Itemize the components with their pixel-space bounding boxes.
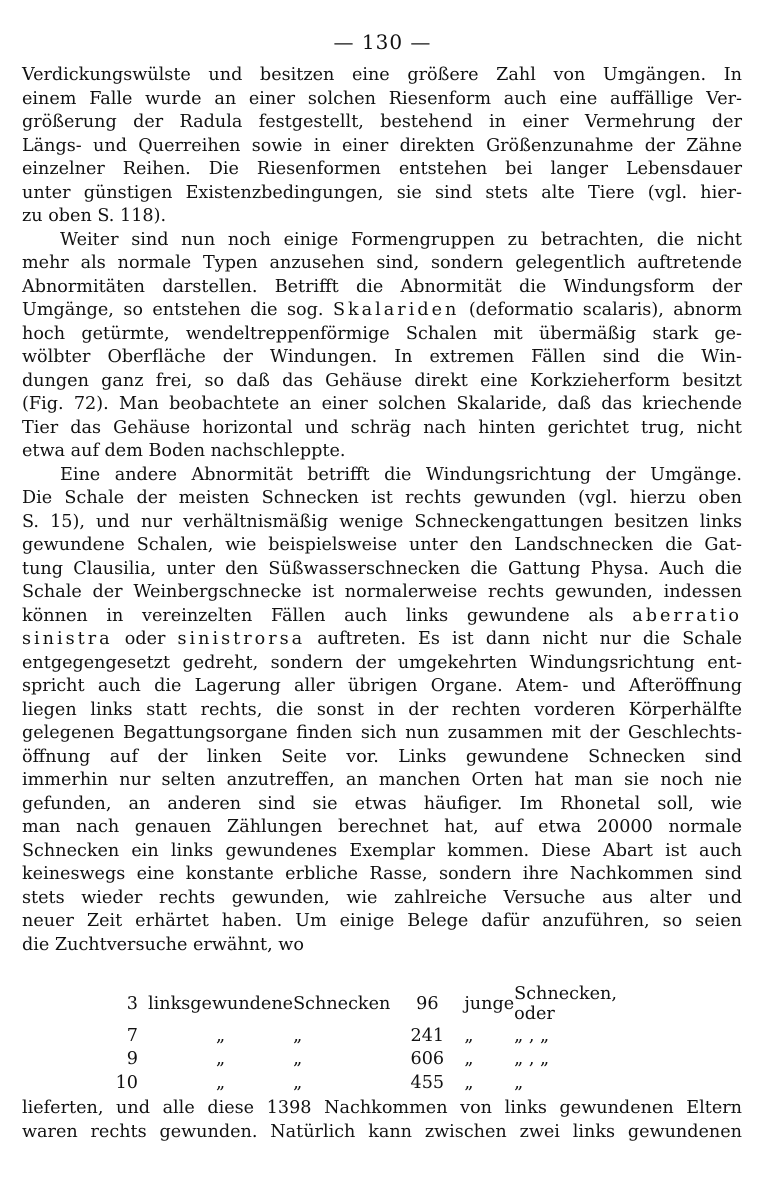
text-segment: Umgänge, so entstehen die sog. <box>22 300 324 320</box>
text-segment: auftreten. Es ist dann nicht nur die Schale <box>317 629 743 649</box>
table-row <box>110 1071 634 1095</box>
parent-noun: „ <box>293 1025 303 1046</box>
text-line: Die Schale der meisten Schnecken ist rechts gewunden (vgl. hierzu oben <box>22 488 742 508</box>
breeding-results-table <box>110 984 634 1095</box>
text-line: tung Clausilia, unter den Süßwasserschnecken die Gattung Physa. Auch die <box>22 558 742 579</box>
offspring-count: 455 <box>410 1072 445 1093</box>
text-line: Längs- und Querreihen sowie in einer direkten Größenzunahme der Zähne <box>22 135 742 156</box>
text-line: entgegengesetzt gedreht, sondern der umgekehrten Windungsrichtung ent- <box>22 652 742 673</box>
text-line: größerung der Radula festgestellt, bestehend in einer Vermehrung der <box>22 112 742 132</box>
text-line: mehr als normale Typen anzusehen sind, sondern gelegentlich auftretende <box>22 253 742 273</box>
text-line: neuer Zeit erhärtet haben. Um einige Belege dafür anzuführen, so seien <box>22 911 742 931</box>
text-line: zu oben S. 118). <box>22 206 167 226</box>
parent-noun: „ <box>293 1049 303 1070</box>
text-line: lieferten, und alle diese 1398 Nachkommen von links gewundenen Eltern <box>22 1098 742 1118</box>
text-line: unter günstigen Existenzbedingungen, sie sind stets alte Tiere (vgl. hier- <box>22 182 742 203</box>
text-line <box>22 628 742 652</box>
table-row <box>110 984 634 1024</box>
parent-label: „ <box>215 1049 226 1070</box>
text-line: gewundene Schalen, wie beispielsweise unter den Landschnecken die Gat- <box>22 535 742 555</box>
text-line: keineswegs eine konstante erbliche Rasse, sondern ihre Nachkommen sind <box>22 864 742 884</box>
text-segment: oder <box>124 629 166 649</box>
parent-count: 3 <box>126 994 138 1014</box>
text-segment: (deformatio scalaris), abnorm <box>468 300 743 320</box>
text-line: spricht auch die Lagerung aller übrigen Organe. Atem- und Afteröffnung <box>22 676 742 696</box>
parent-noun: „ <box>293 1072 303 1093</box>
offspring-noun: Schnecken, oder <box>514 984 617 1024</box>
text-line: liegen links statt rechts, die sonst in der rechten vorderen Körperhälfte <box>22 699 742 720</box>
text-line: Tier das Gehäuse horizontal und schräg nach hinten gerichtet trug, nicht <box>22 417 742 438</box>
text-line <box>22 299 742 323</box>
text-segment: können in vereinzelten Fällen auch links gewundene als <box>22 605 614 626</box>
offspring-count: 606 <box>410 1049 445 1070</box>
emphasized-term: Skalariden <box>332 300 460 320</box>
text-line: Schnecken ein links gewundenes Exemplar kommen. Diese Abart ist auch <box>22 840 742 861</box>
text-line: S. 15), und nur verhältnismäßig wenige Schneckengattungen besitzen links <box>22 511 742 532</box>
text-line: die Zuchtversuche erwähnt, wo <box>22 934 304 955</box>
text-line: gefunden, an anderen sind sie etwas häufiger. Im Rhonetal soll, wie <box>22 793 742 814</box>
closing-text <box>22 1097 742 1144</box>
parent-label: „ <box>215 1025 226 1046</box>
text-line <box>22 605 742 629</box>
text-line: wölbter Oberfläche der Windungen. In extremen Fällen sind die Win- <box>22 347 742 367</box>
text-line: Weiter sind nun noch einige Formengruppen zu betrachten, die nicht <box>60 229 742 250</box>
text-line: dungen ganz frei, so daß das Gehäuse direkt eine Korkzieherform besitzt <box>22 370 742 391</box>
body-text <box>22 64 742 957</box>
offspring-noun: „ <box>514 1072 524 1093</box>
offspring-count: 241 <box>410 1025 445 1046</box>
offspring-label: „ <box>464 1049 474 1070</box>
text-line: gelegenen Begattungsorgane finden sich nun zusammen mit der Geschlechts- <box>22 723 742 743</box>
offspring-label: „ <box>464 1025 474 1046</box>
text-line: Schale der Weinbergschnecke ist normalerweise rechts gewunden, indessen <box>22 582 742 602</box>
text-line: immerhin nur selten anzutreffen, an manchen Orten hat man sie noch nie <box>22 770 742 790</box>
text-line: Abnormitäten darstellen. Betrifft die Abnormität die Windungsform der <box>22 276 742 297</box>
text-line: Verdickungswülste und besitzen eine größere Zahl von Umgängen. In <box>22 65 742 85</box>
parent-count: 10 <box>115 1072 138 1093</box>
text-line: man nach genauen Zählungen berechnet hat, auf etwa 20000 normale <box>22 817 742 837</box>
parent-count: 7 <box>126 1025 138 1046</box>
text-line: (Fig. 72). Man beobachtete an einer solchen Skalaride, daß das kriechende <box>22 394 742 414</box>
emphasized-term: aberratio <box>632 605 742 626</box>
parent-label: linksgewundene <box>148 994 294 1014</box>
text-line: Eine andere Abnormität betrifft die Windungsrichtung der Umgänge. <box>60 464 742 485</box>
text-line: stets wieder rechts gewunden, wie zahlreiche Versuche aus alter und <box>22 887 742 908</box>
text-line: hoch getürmte, wendeltreppenförmige Schalen mit übermäßig stark ge- <box>22 323 742 344</box>
text-line: einem Falle wurde an einer solchen Riesenform auch eine auffällige Ver- <box>22 88 742 109</box>
offspring-count: 96 <box>416 994 439 1014</box>
parent-count: 9 <box>126 1049 138 1070</box>
text-line: einzelner Reihen. Die Riesenformen entstehen bei langer Lebensdauer <box>22 159 742 179</box>
offspring-noun: „ , „ <box>514 1049 550 1070</box>
emphasized-term: sinistra <box>22 629 113 649</box>
table-row <box>110 1024 634 1048</box>
offspring-label: „ <box>464 1072 474 1093</box>
text-line: waren rechts gewunden. Natürlich kann zwischen zwei links gewundenen <box>22 1121 742 1142</box>
offspring-noun: „ , „ <box>514 1025 550 1046</box>
text-line: etwa auf dem Boden nachschleppte. <box>22 441 346 461</box>
emphasized-term: sinistrorsa <box>177 629 306 649</box>
text-line: öffnung auf der linken Seite vor. Links gewundene Schnecken sind <box>22 746 742 767</box>
page-number: — 130 — <box>333 30 432 54</box>
parent-noun: Schnecken <box>293 994 391 1014</box>
table-row <box>110 1048 634 1072</box>
parent-label: „ <box>215 1072 226 1093</box>
offspring-label: junge <box>464 994 515 1014</box>
